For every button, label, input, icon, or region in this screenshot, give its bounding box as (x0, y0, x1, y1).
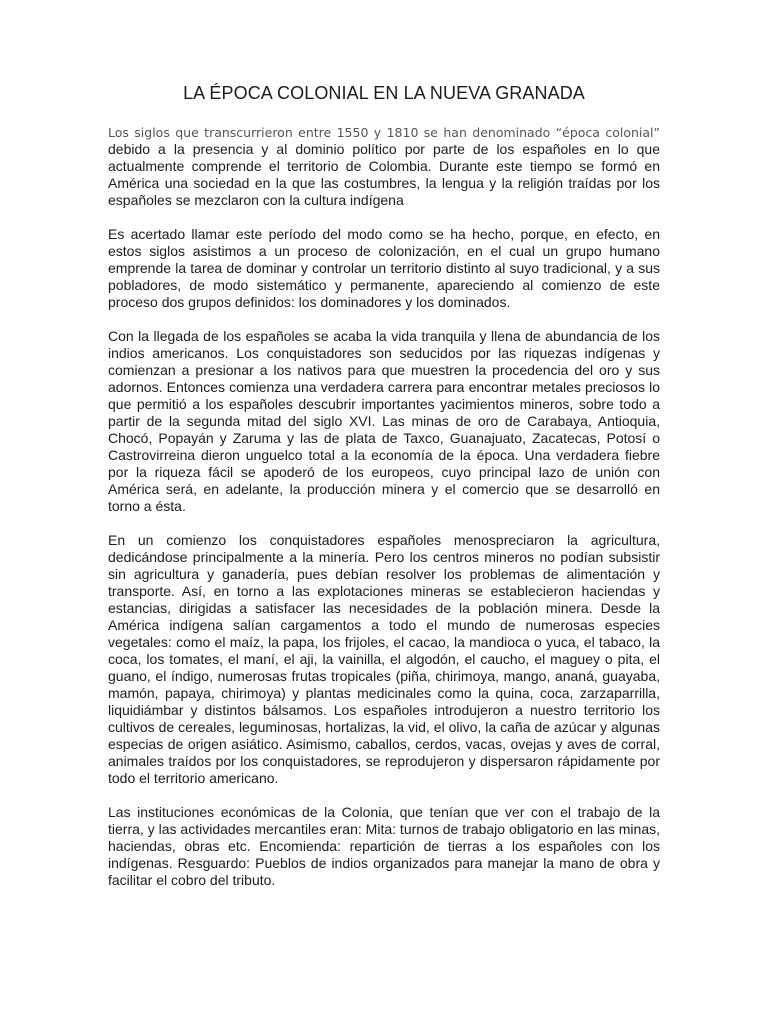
paragraph-4 (108, 532, 660, 787)
paragraph-1 (108, 124, 660, 209)
paragraph-3 (108, 328, 660, 515)
paragraph-3-text: Con la llegada de los españoles se acaba la vida tranquila y llena de abundancia de los indios americanos. Los conquistadores son seducidos por las riquezas indígenas y comienzan a presionar a los nativos para que muestren la procedencia del oro y sus adornos. Entonces comienza una verdadera carrera para encontrar metales preciosos lo que permitió a los españoles descubrir importantes yacimientos mineros, sobre todo a partir de la segunda mitad del siglo XVI. Las minas de oro de Carabaya, Antioquia, Chocó, Popayán y Zaruma y las de plata de Taxco, Guanajuato, Zacatecas, Potosí o Castrovirreina dieron unguelco total a la economía de la época. Una verdadera fiebre por la riqueza fácil se apoderó de los europeos, cuyo principal lazo de unión con América será, en adelante, la producción minera y el comercio que se desarrolló en torno a ésta. (108, 328, 660, 514)
paragraph-2-text: Es acertado llamar este período del modo como se ha hecho, porque, en efecto, en estos siglos asistimos a un proceso de colonización, en el cual un grupo humano emprende la tarea de dominar y controlar un territorio distinto al suyo tradicional, y a sus pobladores, de modo sistemático y permanente, apareciendo al comienzo de este proceso dos grupos definidos: los dominadores y los dominados. (108, 226, 660, 310)
paragraph-1-text: debido a la presencia y al dominio político por parte de los españoles en lo que actualmente comprende el territorio de Colombia. Durante este tiempo se formó en América una sociedad en la que las costumbres, la lengua y la religión traídas por los españoles se mezclaron con la cultura indígena (108, 141, 660, 208)
paragraph-2 (108, 226, 660, 311)
paragraph-5-text: Las instituciones económicas de la Colonia, que tenían que ver con el trabajo de la tierra, y las actividades mercantiles eran: Mita: turnos de trabajo obligatorio en las minas, haciendas, obras etc. Encomienda: repartición de tierras a los españoles con los indígenas. Resguardo: Pueblos de indios organizados para manejar la mano de obra y facilitar el cobro del tributo. (108, 804, 660, 888)
paragraph-1-lead: Los siglos que transcurrieron entre 1550 y 1810 se han denominado “época colonial” (108, 125, 660, 140)
paragraph-5 (108, 804, 660, 889)
paragraph-4-text: En un comienzo los conquistadores españoles menospreciaron la agricultura, dedicándose principalmente a la minería. Pero los centros mineros no podían subsistir sin agricultura y ganadería, pues debían resolver los problemas de alimentación y transporte. Así, en torno a las explotaciones mineras se establecieron haciendas y estancias, dirigidas a satisfacer las necesidades de la población minera. Desde la América indígena salían cargamentos a todo el mundo de numerosas especies vegetales: como el maíz, la papa, los frijoles, el cacao, la mandioca o yuca, el tabaco, la coca, los tomates, el maní, el aji, la vainilla, el algodón, el caucho, el maguey o pita, el guano, el índigo, numerosas frutas tropicales (piña, chirimoya, mango, ananá, guayaba, mamón, papaya, chirimoya) y plantas medicinales como la quina, coca, zarzaparrilla, liquidiámbar y distintos bálsamos. Los españoles introdujeron a nuestro territorio los cultivos de cereales, leguminosas, hortalizas, la vid, el olivo, la caña de azúcar y algunas especias de origen asiático. Asimismo, caballos, cerdos, vacas, ovejas y aves de corral, animales traídos por los conquistadores, se reprodujeron y dispersaron rápidamente por todo el territorio americano. (108, 532, 660, 786)
document-page (108, 82, 660, 906)
document-title: LA ÉPOCA COLONIAL EN LA NUEVA GRANADA (183, 83, 585, 103)
